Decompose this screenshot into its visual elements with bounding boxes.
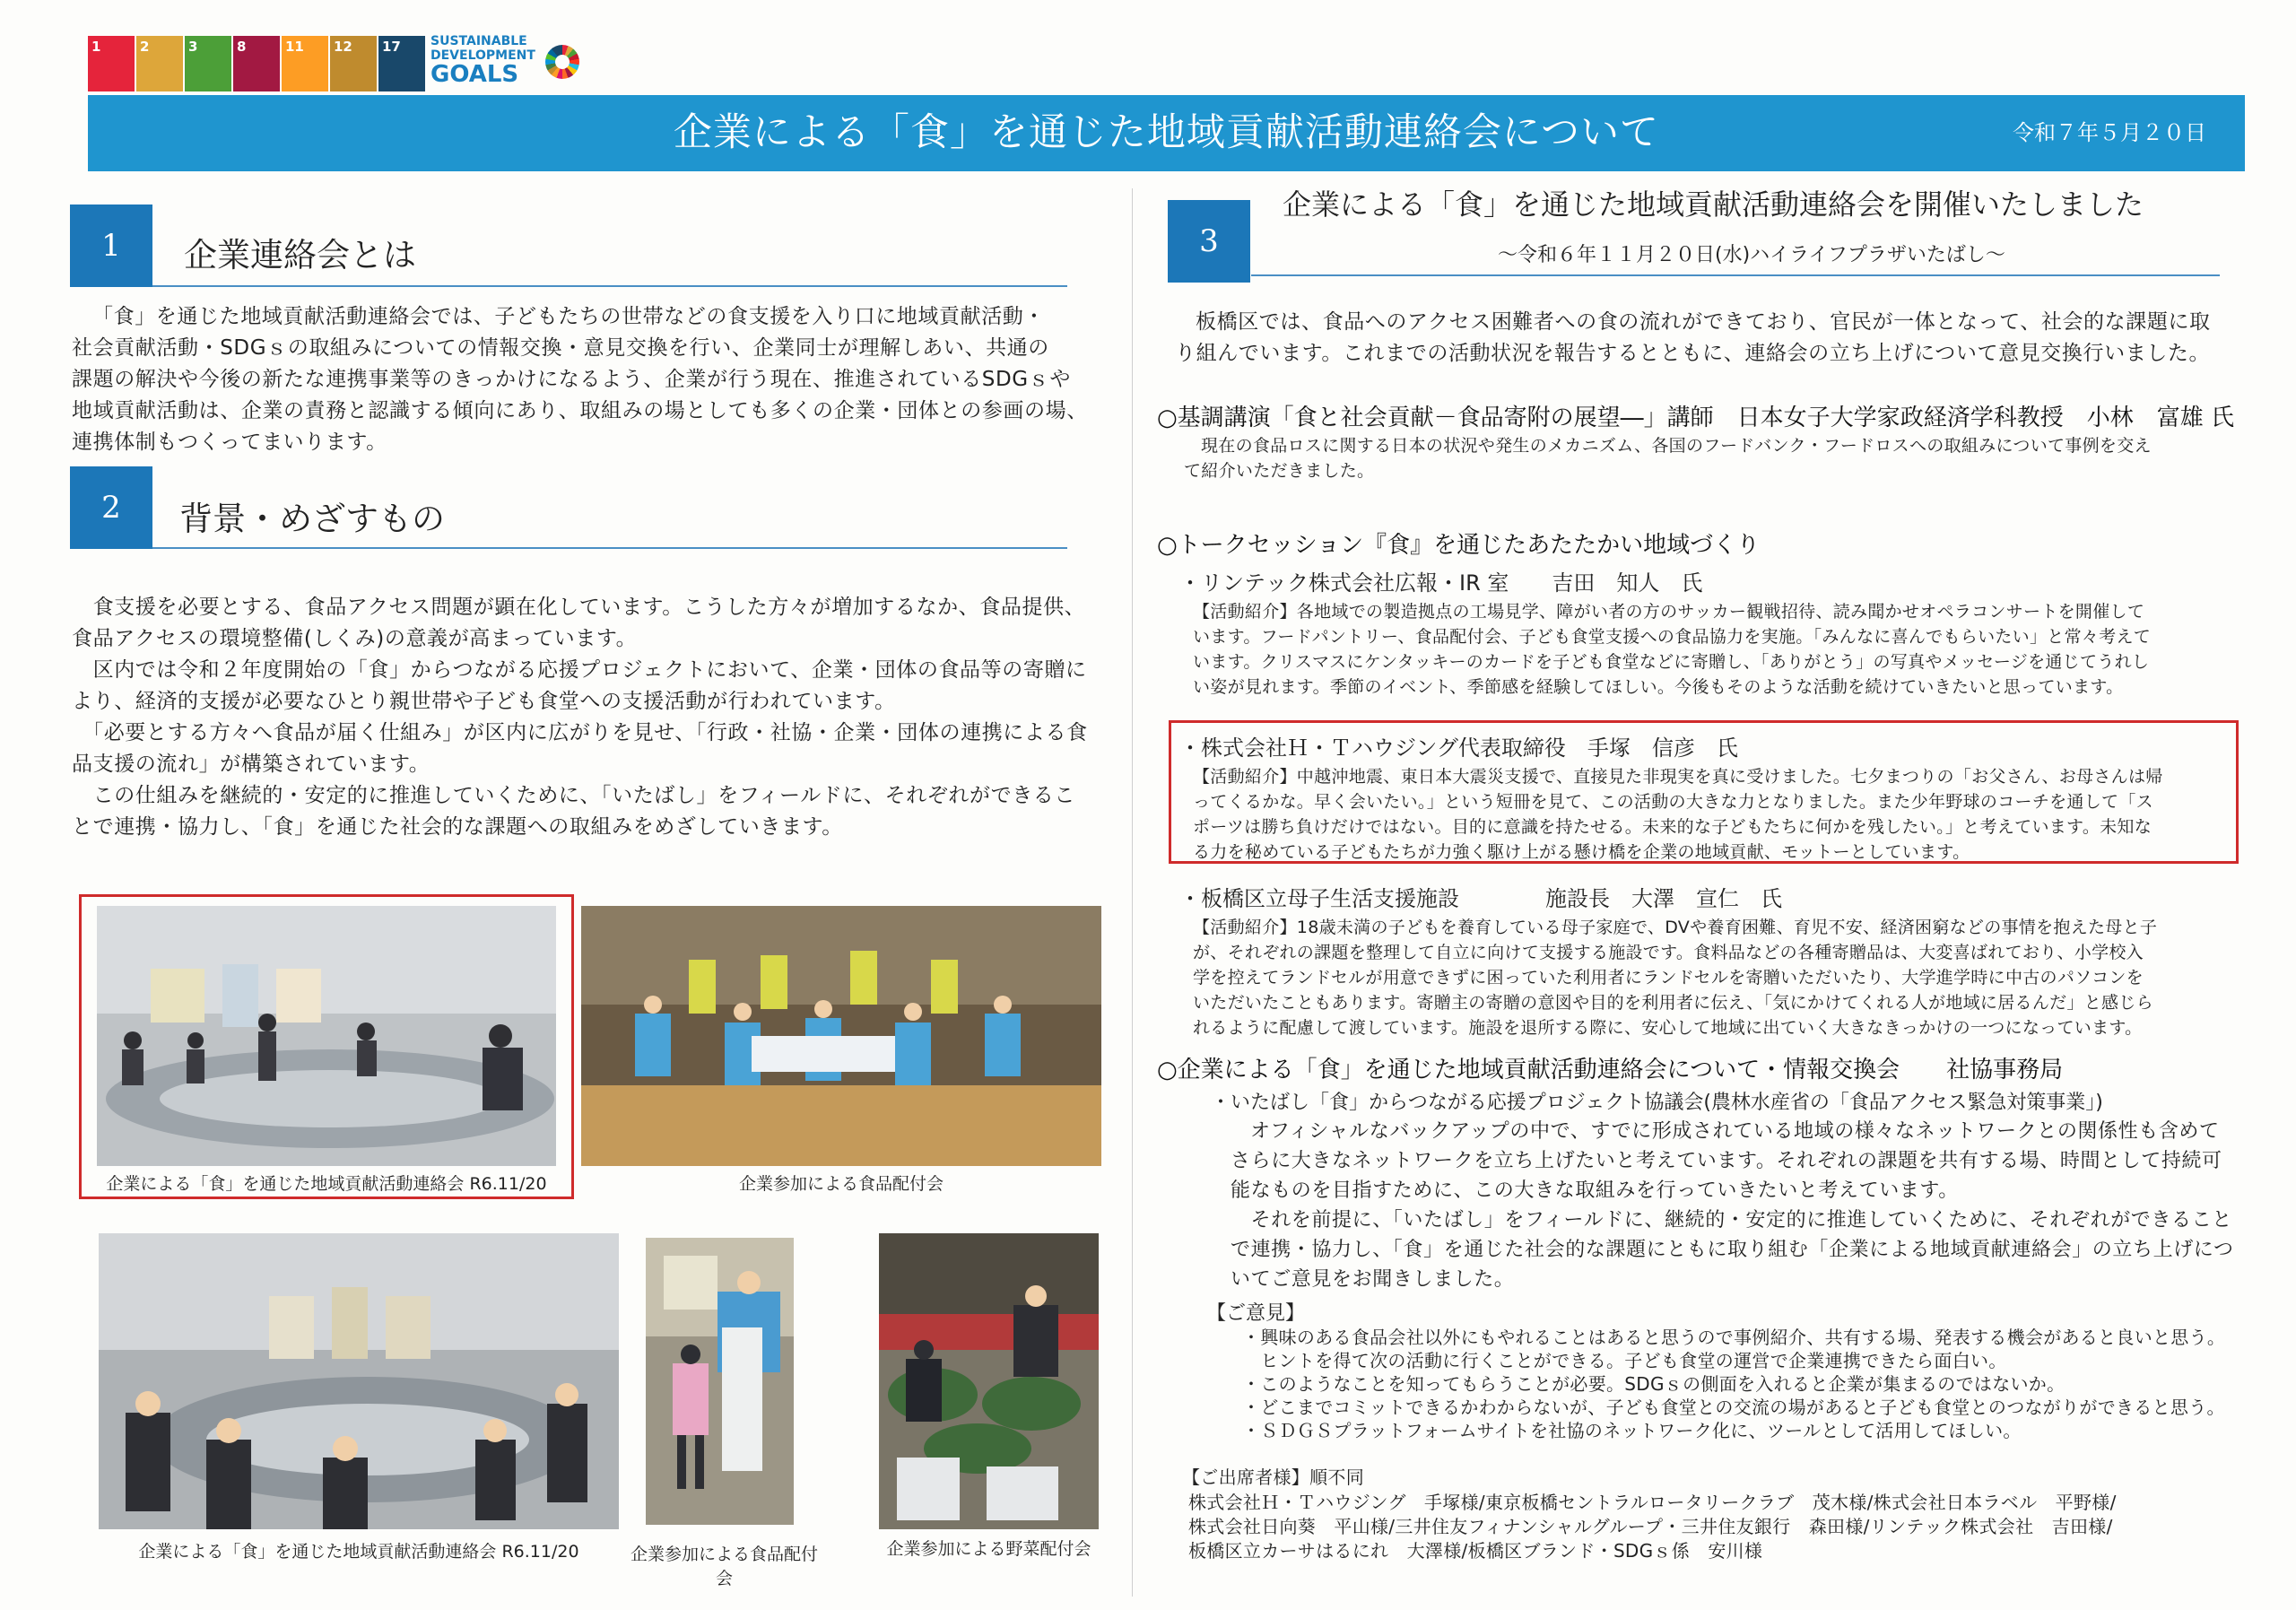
vegetable-distribution-photo bbox=[879, 1233, 1099, 1529]
photo-caption: 企業参加による食品配付会 bbox=[738, 1174, 944, 1194]
opinion-item: ・どこまでコミットできるかわからないが、子ども食堂との交流の場があると子ども食堂とのつながりができると思う。 bbox=[1242, 1397, 2225, 1418]
exchange-line: オフィシャルなバックアップの中で、すでに形成されている地域の様々なネットワークとの関係性も含めて bbox=[1250, 1120, 2220, 1143]
sdg-goal-3-icon: 3 bbox=[185, 36, 231, 91]
speaker-3-body bbox=[1193, 915, 2260, 1040]
speaker-1-line: い姿が見れます。季節のイベント、季節感を経験してほしい。今後もそのような活動を続けていきたいと思っています。 bbox=[1193, 677, 2124, 697]
photo-caption: 企業参加による食品配付会 bbox=[630, 1545, 818, 1588]
section-1-line: 地域貢献活動は、企業の責務と認識する傾向にあり、取組みの場としても多くの企業・団体との参画の場、 bbox=[72, 399, 1088, 422]
speaker-2-body bbox=[1193, 764, 2233, 865]
speaker-1-line: 【活動紹介】各地域での製造拠点の工場見学、障がい者の方のサッカー観戦招待、読み聞かせオペラコンサートを開催して bbox=[1193, 602, 2145, 622]
keynote-line: 現在の食品ロスに関する日本の状況や発生のメカニズム、各国のフードバンク・フードロスへの取組みについて事例を交え bbox=[1201, 436, 2152, 456]
section-3-intro-line: 板橋区では、食品へのアクセス困難者への食の流れができており、官民が一体となって、社会的な課題に取 bbox=[1196, 310, 2211, 334]
speaker-1-line: います。クリスマスにケンタッキーのカードを子ども食堂などに寄贈し、「ありがとう」の写真やメッセージを通じてうれし bbox=[1193, 652, 2150, 672]
section-1-line: 課題の解決や今後の新たな連携事業等のきっかけになるよう、企業が行う現在、推進されているSDGｓや bbox=[72, 368, 1071, 391]
speaker-2-heading: ・株式会社Ｈ・Ｔハウジング代表取締役 手塚 信彦 氏 bbox=[1179, 735, 1738, 761]
opinions-list bbox=[1242, 1326, 2265, 1442]
speaker-3-line: が、それぞれの課題を整理して自立に向けて支援する施設です。食料品などの各種寄贈品は、大変喜ばれており、小学校入 bbox=[1193, 943, 2144, 962]
section-2-title: 背景・めざすもの bbox=[179, 500, 445, 538]
speaker-1-line: います。フードパントリー、食品配付会、子ども食堂支援への食品協力を実施。「みんなに喜んでもらいたい」と常々考えて bbox=[1193, 627, 2152, 647]
food-distribution-photo bbox=[581, 906, 1101, 1166]
sdg-goal-17-icon: 17 bbox=[378, 36, 425, 91]
sdg-goal-strip bbox=[88, 36, 425, 91]
speaker-1-heading: ・リンテック株式会社広報・IR 室 吉田 知人 氏 bbox=[1179, 570, 1703, 596]
opinion-item: ・このようなことを知ってもらうことが必要。SDGｓの側面を入れると企業が集まるのではないか。 bbox=[1242, 1373, 2066, 1395]
section-3-intro bbox=[1175, 307, 2251, 370]
speaker-3-line: 【活動紹介】18歳未満の子どもを養育している母子家庭で、DVや養育困難、育児不安、経済困窮などの事情を抱えた母と子 bbox=[1193, 918, 2158, 937]
keynote-line: て紹介いただきました。 bbox=[1184, 461, 1375, 481]
keynote-body bbox=[1184, 433, 2260, 483]
sdg-logo-line2: DEVELOPMENT bbox=[430, 48, 535, 63]
section-2-line: とで連携・協力し、「食」を通じた社会的な課題への取組みをめざしていきます。 bbox=[72, 815, 843, 839]
speaker-2-line: ってくるかな。早く会いたい。」という短冊を見て、この活動の大きな力となりました。また少年野球のコーチを通して「ス bbox=[1193, 792, 2153, 812]
section-1-title: 企業連絡会とは bbox=[184, 236, 416, 274]
section-2-line: 品支援の流れ」が構築されています。 bbox=[72, 753, 430, 776]
sdg-goal-2-icon: 2 bbox=[136, 36, 183, 91]
section-1-line: 「食」を通じた地域貢献活動連絡会では、子どもたちの世帯などの食支援を入り口に地域貢献活動・ bbox=[92, 305, 1045, 328]
sdg-goal-8-icon: 8 bbox=[233, 36, 280, 91]
opinion-item: ・ＳＤＧＳプラットフォームサイトを社協のネットワーク化に、ツールとして活用してほしい。 bbox=[1242, 1420, 2022, 1441]
section-3-number: 3 bbox=[1168, 200, 1250, 283]
photo-caption: 企業参加による野菜配付会 bbox=[886, 1539, 1091, 1559]
attendees-list bbox=[1188, 1491, 2265, 1563]
exchange-line: いてご意見をお聞きしました。 bbox=[1231, 1268, 1515, 1291]
speaker-2-line: ポーツは勝ち負けだけではない。目的に意識を持たせる。未来的な子どもたちに何かを残したい。」と考えています。未知な bbox=[1193, 817, 2152, 837]
exchange-heading: ○企業による「食」を通じた地域貢献活動連絡会について・情報交換会 社協事務局 bbox=[1157, 1057, 2064, 1083]
section-3-intro-line: り組んでいます。これまでの活動状況を報告するとともに、連絡会の立ち上げについて意見交換行いました。 bbox=[1175, 342, 2211, 365]
exchange-line: さらに大きなネットワークを立ち上げたいと考えています。それぞれの課題を共有する場、時間として持続可 bbox=[1231, 1150, 2222, 1172]
meeting-photo bbox=[97, 906, 556, 1166]
speaker-3-heading: ・板橋区立母子生活支援施設 施設長 大澤 宣仁 氏 bbox=[1179, 886, 1782, 911]
sdg-wheel-icon bbox=[545, 45, 579, 79]
section-2-body bbox=[72, 592, 1112, 843]
sdg-goal-1-icon: 1 bbox=[88, 36, 135, 91]
section-2-line: 食支援を必要とする、食品アクセス問題が顕在化しています。こうした方々が増加するなか、食品提供、 bbox=[72, 596, 1086, 619]
speaker-3-line: れるように配慮して渡しています。施設を退所する際に、安心して地域に出ていく大きなきっかけの一つになっています。 bbox=[1193, 1018, 2143, 1038]
exchange-subheading: ・いたばし「食」からつながる応援プロジェクト協議会(農林水産省の「食品アクセス緊急対策事業」) bbox=[1211, 1092, 2103, 1114]
section-3-underline bbox=[1251, 274, 2220, 276]
photo-caption: 企業による「食」を通じた地域貢献活動連絡会 R6.11/20 bbox=[106, 1174, 547, 1194]
meeting-photo bbox=[99, 1233, 619, 1529]
page-title: 企業による「食」を通じた地域貢献活動連絡会について bbox=[673, 110, 1660, 155]
opinion-item: ・興味のある食品会社以外にもやれることはあると思うので事例紹介、共有する場、発表する機会があると良いと思う。 bbox=[1242, 1327, 2226, 1348]
section-1-underline bbox=[152, 285, 1067, 287]
issue-date: 令和７年５月２０日 bbox=[2013, 120, 2206, 145]
sdg-logo-line1: SUSTAINABLE bbox=[430, 34, 527, 48]
exchange-body bbox=[1231, 1117, 2262, 1294]
section-2-line: 区内では令和２年度開始の「食」からつながる応援プロジェクトにおいて、企業・団体の食品等の寄贈に bbox=[72, 658, 1087, 682]
photo-caption: 企業による「食」を通じた地域貢献活動連絡会 R6.11/20 bbox=[138, 1542, 579, 1562]
section-3-subtitle: ～令和６年１１月２０日(水)ハイライフプラザいたばし～ bbox=[1498, 244, 2005, 266]
section-2-line: 「必要とする方々へ食品が届く仕組み」が区内に広がりを見せ、「行政・社協・企業・団体の連携による食 bbox=[72, 721, 1088, 744]
section-1-number: 1 bbox=[70, 205, 152, 287]
attendees-line: 株式会社Ｈ・Ｔハウジング 手塚様/東京板橋セントラルロータリークラブ 茂木様/株式会社日本ラベル 平野様/ bbox=[1188, 1492, 2117, 1513]
sdg-logo bbox=[430, 34, 538, 86]
food-handout-photo bbox=[646, 1238, 794, 1525]
opinion-item: ヒントを得て次の活動に行くことができる。子ども食堂の運営で企業連携できたら面白い。 bbox=[1242, 1350, 2007, 1371]
attendees-line: 板橋区立カーサはるにれ 大澤様/板橋区ブランド・SDGｓ係 安川様 bbox=[1188, 1540, 1763, 1562]
attendees-heading: 【ご出席者様】順不同 bbox=[1182, 1466, 1364, 1488]
section-1-body bbox=[72, 301, 1112, 458]
speaker-3-line: 学を控えてランドセルが用意できずに困っていた利用者にランドセルを寄贈いただいたり、大学進学時に中古のパソコンを bbox=[1193, 968, 2144, 988]
speaker-3-line: いただいたこともあります。寄贈主の寄贈の意図や目的を利用者に伝え、「気にかけてくれる人が地域に居るんだ」と感じら bbox=[1193, 993, 2153, 1013]
section-2-line: 食品アクセスの環境整備(しくみ)の意義が高まっています。 bbox=[72, 627, 638, 650]
sdg-goal-12-icon: 12 bbox=[330, 36, 377, 91]
sdg-goal-11-icon: 11 bbox=[282, 36, 328, 91]
section-2-underline bbox=[152, 547, 1067, 549]
exchange-line: それを前提に、「いたばし」をフィールドに、継続的・安定的に推進していくために、それぞれができること bbox=[1231, 1209, 2232, 1231]
column-divider bbox=[1132, 188, 1133, 1597]
section-2-number: 2 bbox=[70, 466, 152, 549]
talk-session-heading: ○トークセッション『食』を通じたあたたかい地域づくり bbox=[1157, 532, 1761, 559]
section-1-line: 社会貢献活動・SDGｓの取組みについての情報交換・意見交換を行い、企業同士が理解しあい、共通の bbox=[72, 336, 1049, 360]
section-3-title: 企業による「食」を通じた地域貢献活動連絡会を開催いたしました bbox=[1283, 187, 2144, 222]
speaker-2-line: 【活動紹介】中越沖地震、東日本大震災支援で、直接見た非現実を真に受けました。七夕まつりの「お父さん、お母さんは帰 bbox=[1193, 767, 2163, 787]
exchange-line: 能なものを目指すために、この大きな取組みを行っていきたいと考えています。 bbox=[1231, 1179, 1959, 1202]
opinions-heading: 【ご意見】 bbox=[1206, 1302, 1306, 1325]
section-1-line: 連携体制もつくってまいります。 bbox=[72, 431, 387, 454]
keynote-heading: ○基調講演「食と社会貢献－食品寄附の展望―」講師 日本女子大学家政経済学科教授 小林 富雄 氏 bbox=[1157, 405, 2234, 431]
section-2-line: この仕組みを継続的・安定的に推進していくために、「いたばし」をフィールドに、それぞれができるこ bbox=[72, 784, 1075, 807]
section-2-line: より、経済的支援が必要なひとり親世帯や子ども食堂への支援活動が行われています。 bbox=[72, 690, 896, 713]
exchange-line: で連携・協力し、「食」を通じた社会的な課題にともに取り組む「企業による地域貢献連絡会」の立ち上げにつ bbox=[1231, 1239, 2234, 1261]
speaker-1-body bbox=[1193, 599, 2260, 700]
sdg-logo-line3: GOALS bbox=[430, 61, 519, 88]
speaker-2-line: る力を秘めている子どもたちが力強く駆け上がる懸け橋を企業の地域貢献、モットーとしています。 bbox=[1193, 842, 1970, 862]
attendees-line: 株式会社日向葵 平山様/三井住友フィナンシャルグループ・三井住友銀行 森田様/リンテック株式会社 吉田様/ bbox=[1188, 1516, 2113, 1537]
